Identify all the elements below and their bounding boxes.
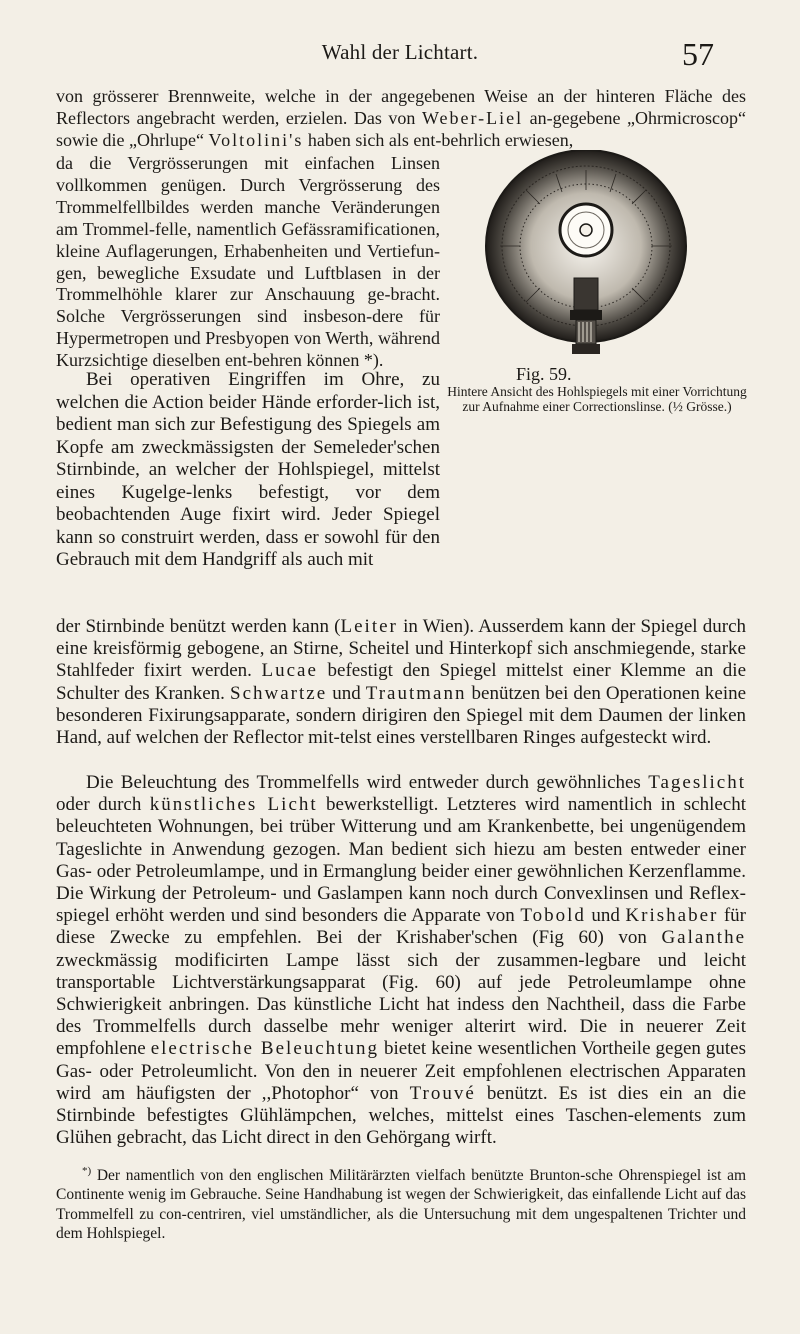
author-name: Leiter [340, 616, 398, 637]
text-run: der Stirnbinde benützt werden kann ( [56, 616, 341, 637]
page-number: 57 [682, 36, 714, 72]
paragraph-2-cont [56, 616, 746, 749]
ear-mirror-illustration [446, 150, 716, 362]
text-run: Die Beleuchtung des Trommelfells wird entweder durch gewöhnliches [86, 772, 641, 793]
text-run: haben sich als ent-behrlich erwiesen, [307, 129, 574, 150]
author-name: Trouvé [409, 1082, 476, 1104]
footnote-text: Der namentlich von den englischen Militärärzten vielfach benützte Brunton-sche Ohrenspiegel ist am Continente wenig im Gebrauche. Seine Handhabung ist wegen der Schwierigkeit, das einfallende Licht auf das Trommelfell zu con-centriren, viel umständlicher, als die Untersuchung mit dem ungespaltenen Trichter und dem Hohlspiegel. [56, 1167, 747, 1242]
term: electrische Beleuchtung [150, 1038, 379, 1060]
text-run: zweckmässig modificirten Lampe lässt sich der zusammen-legbare und leicht transportable Lichtverstärkungsapparat (Fig. 60) auf jede Petroleumlampe ohne Schwierigkeit anbringen. Das künstliche Licht hat indess den Nachtheil, dass die Farbe des Trommelfells durch dasselbe mehr weniger alterirt wird. Die in neuerer Zeit empfohlene [56, 949, 746, 1060]
text-run: für diese Zwecke zu empfehlen. Bei der Krishaber'schen (Fig 60) von [56, 905, 747, 949]
text-run: und [332, 682, 361, 704]
text-run: benützt. Es ist dies ein an die Stirnbinde befestigtes Glühlämpchen, welches, mittelst eines Taschen-elements zum Glühen gebracht, das Licht direct in den Gehörgang wirft. [56, 1082, 747, 1149]
paragraph-2-body: Bei operativen Eingriffen im Ohre, zu welchen die Action beider Hände erforder-lich ist, bedient man sich zur Befestigung des Spiegels am Kopfe am zweckmässigsten der Semeleder'schen Stirnbinde, an welcher der Hohlspiegel, mittelst eines Kugelge-lenks befestigt, vor dem beobachtenden Auge fixirt wird. Jeder Spiegel kann so construirt werden, dass er sowohl für den Gebrauch mit dem Handgriff als auch mit [56, 369, 440, 570]
author-name: Voltolini's [208, 129, 304, 150]
page-header [0, 36, 800, 80]
text-run: benützen bei den Operationen keine besonderen Fixirungsapparate, sondern dirigiren den Spiegel mit dem Daumen der linken Hand, auf welchen der Reflector mit-telst eines verstellbaren Ringes aufgesteckt wird. [56, 682, 747, 749]
figure-label: Fig. 59. [516, 364, 572, 384]
text-run: an-gegebene „Ohrmicroscop“ sowie die „Ohrlupe“ [56, 107, 746, 150]
term: Tageslicht [648, 772, 746, 793]
author-name: Lucae [261, 660, 318, 682]
text-run: bewerkstelligt. Letzteres wird namentlich in schlecht beleuchteten Wohnungen, bei trüber Witterung und am Krankenbette, bei ungenügendem Tageslichte in Anwendung gezogen. Man bedient sich hiezu am besten entweder einer Gas- oder Petroleumlampe, und in Ermanglung beider einer gewöhnlichen Kerzenflamme. Die Wirkung der Petroleum- und Gaslampen kann noch durch Convexlinsen und Reflex-spiegel erhöht werden und sind besonders die Apparate von [56, 794, 746, 927]
author-name: Trautmann [365, 682, 467, 704]
paragraph-1-body: da die Vergrösserungen mit einfachen Linsen vollkommen genügen. Durch Vergrösserung des Trommelfellbildes werden manche Veränderungen am Trommel-felle, namentlich Gefässramificationen, kleine Auflagerungen, Erhabenheiten und Vertiefun-gen, bewegliche Exsudate und Luftblasen in der Trommelhöhle klarer zur Anschauung ge-bracht. Solche Vergrösserungen sind insbeson-dere für Hypermetropen und Presbyopen von Werth, während Kurzsichtige dieselben ent-behren können *). [56, 153, 440, 371]
author-name: Krishaber [625, 905, 719, 927]
text-run: in Wien). Ausserdem kann der Spiegel durch eine kreisförmig gebogene, an Stirne, Scheitel und Hinterkopf sich anschmiegende, starke Stahlfeder fixirt werden. [56, 616, 747, 682]
author-name: Weber-Liel [421, 107, 524, 128]
footnote-mark: *) [82, 1165, 92, 1177]
term: künstliches Licht [149, 794, 318, 816]
paragraph-3 [56, 772, 746, 1149]
footnote [56, 1162, 746, 1243]
text-run: bietet keine wesentlichen Vortheile gegen gutes Gas- oder Petroleumlicht. Von den in neuerer Zeit empfohlenen electrischen Apparaten wird am häufigsten der ,,Photophor“ von [56, 1038, 746, 1104]
author-name: Schwartze [230, 682, 328, 704]
author-name: Tobold [520, 905, 586, 927]
text-run: von grösserer Brennweite, welche in der angegebenen Weise an der hinteren Fläche des Reflectors angebracht werden, erzielen. Das von [56, 86, 746, 128]
text-run: oder durch [56, 794, 142, 816]
text-run: befestigt den Spiegel mittelst einer Klemme an die Schulter des Kranken. [56, 660, 747, 704]
text-run: und [591, 905, 620, 927]
figure-caption: Hintere Ansicht des Hohlspiegels mit einer Vorrichtung zur Aufnahme einer Correctionslinse. (½ Grösse.) [447, 384, 747, 414]
author-name: Galanthe [661, 927, 747, 949]
paragraph-1-lead [56, 86, 746, 152]
figure-59 [446, 150, 716, 362]
running-title: Wahl der Lichtart. [321, 40, 479, 64]
